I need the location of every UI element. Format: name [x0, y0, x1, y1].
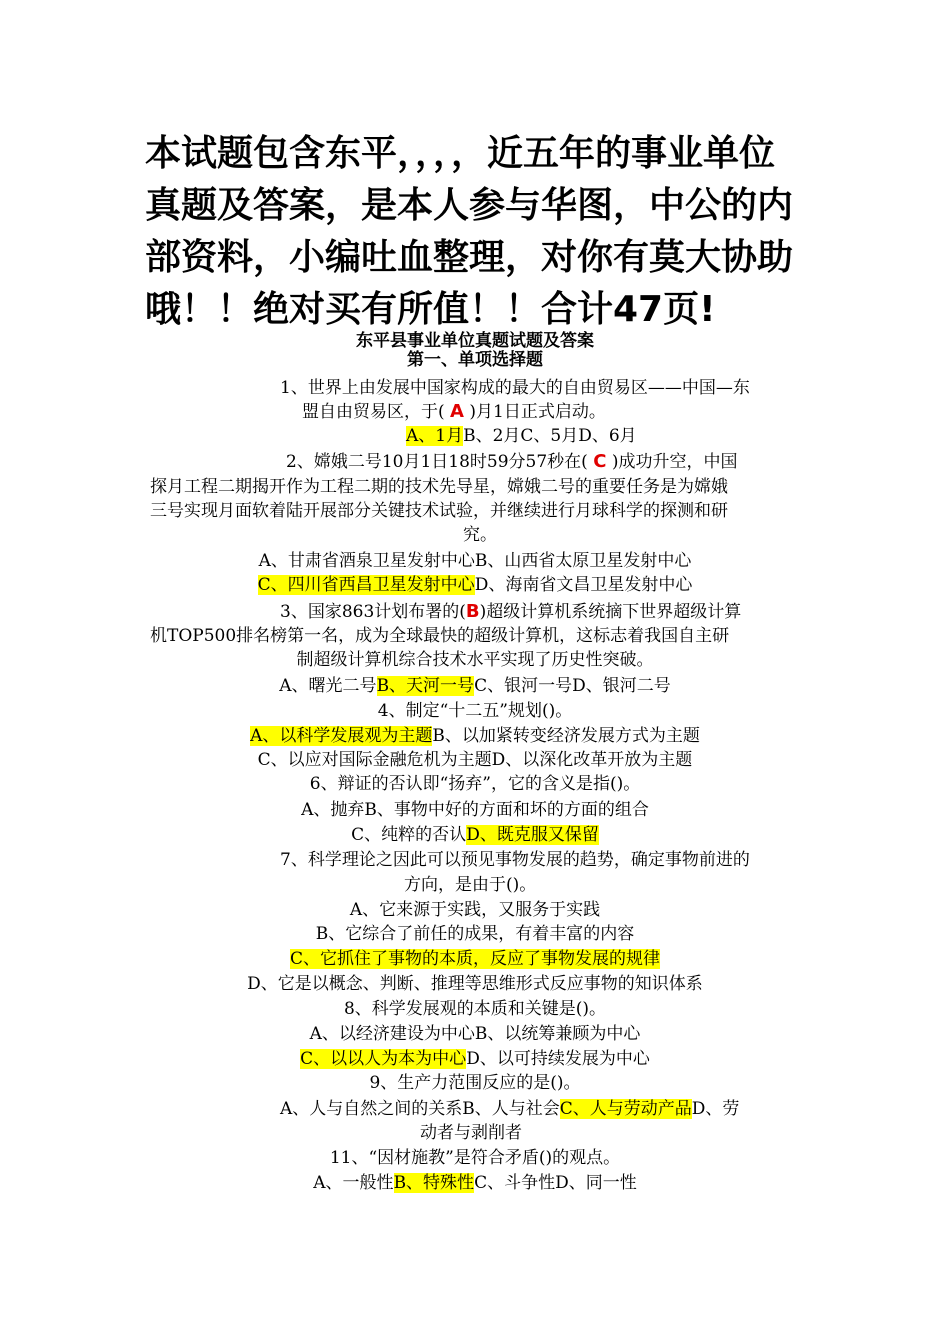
- question-9-option-d: D、劳: [691, 1099, 740, 1119]
- question-2-options-2: [0, 573, 950, 597]
- question-6-correct-option: D、既克服又保留: [466, 825, 599, 845]
- question-8-line-1: 8、科学发展观的本质和关键是()。: [343, 999, 607, 1019]
- question-2-options-1: A、甘肃省酒泉卫星发射中心B、山西省太原卫星发射中心: [258, 551, 692, 571]
- question-1-line-1: 1、世界上由发展中国家构成的最大的自由贸易区——中国—东: [280, 378, 750, 398]
- question-2-text-end: )成功升空，中国: [611, 452, 738, 472]
- question-11-correct-option: B、特殊性: [393, 1173, 475, 1193]
- question-8-option-d: D、以可持续发展为中心: [466, 1049, 650, 1069]
- question-6-options-1: A、抛弃B、事物中好的方面和坏的方面的组合: [301, 800, 649, 820]
- question-9-correct-option: C、人与劳动产品: [559, 1099, 692, 1119]
- question-7-option-a: A、它来源于实践，又服务于实践: [349, 900, 601, 920]
- question-4-correct-option: A、以科学发展观为主题: [250, 726, 433, 746]
- question-1-other-options: B、2月C、5月D、6月: [463, 426, 637, 446]
- question-11-options: [0, 1171, 950, 1195]
- question-4-options-1: [0, 724, 950, 748]
- question-2-line-2: 探月工程二期揭开作为工程二期的技术先导星，嫦娥二号的重要任务是为嫦娥: [150, 477, 728, 497]
- question-3-text: 3、国家863计划布署的(: [280, 602, 466, 622]
- question-6-options-2: [0, 823, 950, 847]
- question-8-options-1: A、以经济建设为中心B、以统筹兼顾为中心: [309, 1024, 641, 1044]
- question-4-options-2: C、以应对国际金融危机为主题D、以深化改革开放为主题: [257, 750, 693, 770]
- question-11-option-a: A、一般性: [313, 1173, 394, 1193]
- question-7-options-c: [0, 947, 950, 971]
- question-1-text-end: )月1日正式启动。: [469, 402, 606, 422]
- question-2-line-4: 究。: [463, 525, 497, 545]
- question-1-answer: A: [450, 401, 464, 422]
- question-2-line-3: 三号实现月面软着陆开展部分关键技术试验，并继续进行月球科学的探测和研: [150, 501, 728, 521]
- promo-banner: 本试题包含东平，，，，近五年的事业单位真题及答案，是本人参与华图，中公的内部资料，小编吐血整理，对你有莫大协助哦！！绝对买有所值！！合计47页!: [145, 133, 794, 330]
- question-9-options-1: [280, 1097, 739, 1121]
- question-2-text: 2、嫦娥二号10月1日18时59分57秒在(: [286, 452, 588, 472]
- section-heading: 第一、单项选择题: [407, 350, 543, 370]
- document-title: 东平县事业单位真题试题及答案: [356, 331, 594, 351]
- question-2-answer: C: [593, 451, 607, 472]
- question-9-line-1: 9、生产力范围反应的是()。: [369, 1073, 581, 1093]
- question-9-option-ab: A、人与自然之间的关系B、人与社会: [280, 1099, 560, 1119]
- question-3-line-3: 制超级计算机综合技术水平实现了历史性突破。: [296, 650, 654, 670]
- question-1-options: [406, 424, 637, 448]
- question-3-text-end: )超级计算机系统摘下世界超级计算: [479, 602, 742, 622]
- question-3-line-1: [280, 600, 741, 624]
- question-3-options: [0, 674, 950, 698]
- question-9-options-2: 动者与剥削者: [420, 1123, 522, 1143]
- question-7-correct-option: C、它抓住了事物的本质，反应了事物发展的规律: [289, 949, 660, 969]
- question-1-text: 盟自由贸易区，于(: [302, 402, 445, 422]
- question-2-other-options: D、海南省文昌卫星发射中心: [474, 575, 693, 595]
- question-7-option-d: D、它是以概念、判断、推理等思维形式反应事物的知识体系: [247, 974, 703, 994]
- question-7-line-2: 方向，是由于()。: [404, 875, 537, 895]
- question-6-line-1: 6、辩证的否认即“扬弃”，它的含义是指()。: [309, 774, 641, 794]
- question-3-option-a: A、曙光二号: [279, 676, 377, 696]
- question-1-line-2: [302, 400, 606, 424]
- question-7-line-1: 7、科学理论之因此可以预见事物发展的趋势，确定事物前进的: [280, 850, 750, 870]
- question-4-option-b: B、以加紧转变经济发展方式为主题: [432, 726, 700, 746]
- question-8-correct-option: C、以以人为本为中心: [300, 1049, 467, 1069]
- question-11-line-1: 11、“因材施教”是符合矛盾()的观点。: [329, 1148, 621, 1168]
- question-3-correct-option: B、天河一号: [376, 676, 475, 696]
- question-2-line-1: [286, 450, 737, 474]
- question-3-line-2: 机TOP500排名榜第一名，成为全球最快的超级计算机，这标志着我国自主研: [150, 626, 730, 646]
- question-3-answer: B: [465, 601, 480, 622]
- question-6-option-c: C、纯粹的否认: [351, 825, 467, 845]
- question-7-option-b: B、它综合了前任的成果，有着丰富的内容: [315, 924, 635, 944]
- question-4-line-1: 4、制定“十二五”规划()。: [377, 701, 573, 721]
- question-3-other-options: C、银河一号D、银河二号: [474, 676, 671, 696]
- question-8-options-2: [0, 1047, 950, 1071]
- question-11-other-options: C、斗争性D、同一性: [474, 1173, 637, 1193]
- question-1-correct-option: A、1月: [406, 426, 464, 446]
- question-2-correct-option: C、四川省西昌卫星发射中心: [257, 575, 475, 595]
